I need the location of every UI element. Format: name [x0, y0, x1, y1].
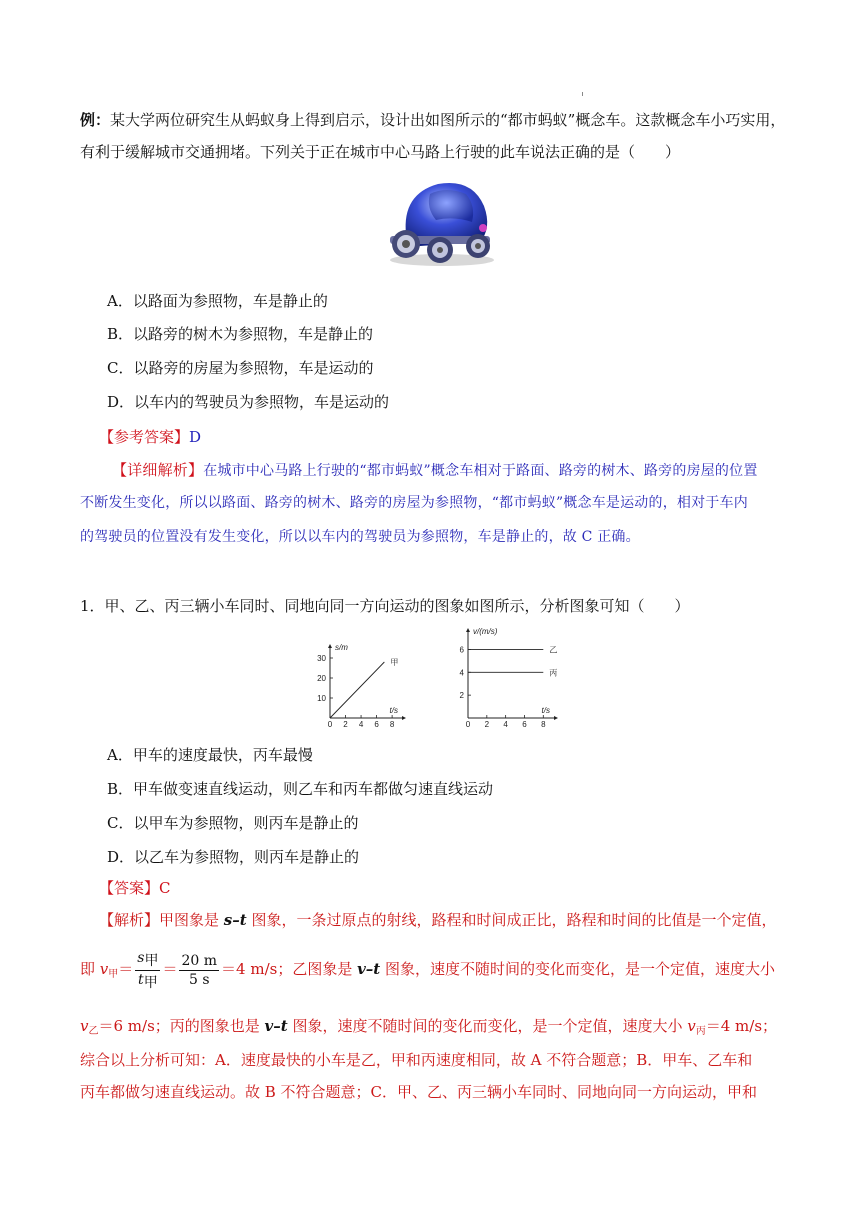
- example-answer: [99, 426, 800, 448]
- st-x-arrow: [402, 716, 406, 720]
- vt-x-tick-label: 8: [541, 720, 546, 728]
- analysis-text-1: 在城市中心马路上行驶的“都市蚂蚁”概念车相对于路面、路旁的树木、路旁的房屋的位置: [203, 463, 758, 479]
- q1-analysis-line-5: 丙车都做匀速直线运动。故 B 不符合题意；C．甲、乙、丙三辆小车同时、同地向同一方向运动，甲和: [80, 1083, 758, 1101]
- eq-tail: 图象，速度不随时间的变化而变化，是一个定值，速度大小: [380, 960, 776, 978]
- q1-analysis-text-a: 甲图象是: [159, 911, 224, 929]
- example-option-c: C．以路旁的房屋为参照物，车是运动的: [107, 359, 374, 377]
- st-series-label: 甲: [390, 658, 399, 667]
- vt-y-tick-label: 6: [459, 645, 464, 655]
- q1-answer-value: C: [159, 879, 171, 897]
- eq-result: ＝4 m/s；乙图象是: [221, 960, 358, 978]
- vt-x-arrow: [554, 716, 558, 720]
- example-option-a: A．以路面为参照物，车是静止的: [107, 292, 328, 310]
- st-x-tick-label: 0: [327, 720, 333, 728]
- st-label: s–t: [223, 911, 247, 929]
- st-series-line: [330, 662, 384, 718]
- vt-x-label: t/s: [541, 706, 550, 715]
- st-x-tick-label: 6: [374, 720, 379, 728]
- q1-analysis-line-4: 综合以上分析可知：A．速度最快的小车是乙，甲和丙速度相同，故 A 不符合题意；B．甲车、乙车和: [80, 1051, 753, 1069]
- concept-car-image: [380, 176, 504, 268]
- q1-option-d: D．以乙车为参照物，则丙车是静止的: [107, 848, 360, 866]
- vt-series-label: 丙: [549, 668, 558, 678]
- q1-option-c: C．以甲车为参照物，则丙车是静止的: [107, 814, 359, 832]
- q1-answer: [99, 877, 800, 899]
- answer-label: 【参考答案】: [99, 428, 190, 446]
- eq-t-sub: 甲: [143, 974, 158, 991]
- vt-x-tick-label: 6: [522, 720, 527, 728]
- v-yi: v: [80, 1017, 89, 1035]
- st-x-tick-label: 4: [358, 720, 364, 728]
- example-text-1: 某大学两位研究生从蚂蚁身上得到启示，设计出如图所示的“都市蚂蚁”概念车。这款概念车小巧实用，: [110, 111, 786, 129]
- st-y-label: s/m: [335, 643, 348, 652]
- q1-analysis-line-3: [80, 1015, 800, 1043]
- q1-analysis-text-b: 图象，一条过原点的射线，路程和时间成正比，路程和时间的比值是一个定值，: [246, 911, 777, 929]
- st-y-tick-label: 20: [317, 674, 326, 683]
- vt-y-tick-label: 2: [459, 691, 464, 701]
- vt-x-tick-label: 0: [465, 720, 471, 728]
- question-1-stem: 1．甲、乙、丙三辆小车同时、同地向同一方向运动的图象如图所示，分析图象可知（ ）: [80, 597, 690, 615]
- st-x-tick-label: 2: [343, 720, 348, 728]
- q1-analysis-line-1: [99, 909, 800, 931]
- q1-option-b: B．甲车做变速直线运动，则乙车和丙车都做匀速直线运动: [107, 780, 494, 798]
- eq-v: v: [99, 960, 109, 978]
- vt-y-tick-label: 4: [459, 668, 464, 678]
- vt-x-tick-label: 2: [484, 720, 490, 728]
- q1-analysis-label: 【解析】: [99, 911, 160, 929]
- example-option-b: B．以路旁的树木为参照物，车是静止的: [107, 325, 374, 343]
- eq-num: 20 m: [181, 952, 218, 969]
- eq-frac-st: [135, 949, 160, 992]
- vt-label: v–t: [264, 1017, 288, 1035]
- example-option-d: D．以车内的驾驶员为参照物，车是运动的: [107, 393, 390, 411]
- eq-s-sub: 甲: [144, 952, 159, 969]
- example-analysis-line-2: 不断发生变化，所以以路面、路旁的树木、路旁的房屋为参照物，“都市蚂蚁”概念车是运动的，相对于车内: [80, 495, 748, 511]
- vt-y-label: v/(m/s): [473, 627, 498, 636]
- vt-x-tick-label: 4: [503, 720, 508, 728]
- q1-answer-label: 【答案】: [99, 879, 160, 897]
- vt-y-arrow: [466, 628, 470, 632]
- v-t-graph: [448, 624, 576, 728]
- eq-sub-jia: 甲: [108, 969, 119, 980]
- v-bing-val: ＝4 m/s；: [705, 1017, 778, 1035]
- v-bing-sub: 丙: [695, 1026, 706, 1037]
- v-yi-text-b: 图象，速度不随时间的变化而变化，是一个定值，速度大小: [287, 1017, 688, 1035]
- answer-value: D: [189, 428, 202, 446]
- example-line-1: [80, 109, 800, 131]
- example-analysis-line-3: 的驾驶员的位置没有发生变化，所以以车内的驾驶员为参照物，车是静止的，故 C 正确。: [80, 529, 640, 545]
- analysis-label: 【详细解析】: [112, 461, 204, 479]
- q1-equation-line: 即 $v_甲=$ $\frac{\text{s甲}}{\text{t甲}}$ ＝ $\frac{20 m}{5 s}$ ＝4 m/s；乙图象是 v–t 图象，速度不随时间的变化而变化，是一个定值，速度大小: [80, 949, 776, 991]
- example-line-2: 有利于缓解城市交通拥堵。下列关于正在城市中心马路上行驶的此车说法正确的是（ ）: [80, 143, 681, 161]
- eq-frac-values: [179, 952, 219, 989]
- st-y-tick-label: 10: [317, 694, 326, 703]
- v-yi-sub: 乙: [88, 1026, 99, 1037]
- st-y-arrow: [328, 644, 332, 648]
- q1-option-a: A．甲车的速度最快，丙车最慢: [107, 746, 313, 764]
- example-label: 例：: [80, 111, 111, 129]
- eq-t: t: [138, 971, 144, 988]
- eq-den: 5 s: [188, 971, 210, 988]
- v-bing: v: [687, 1017, 696, 1035]
- eq-prefix: 即: [80, 960, 100, 978]
- vt-series-label: 乙: [549, 645, 558, 655]
- v-yi-text: ＝6 m/s；丙的图象也是: [98, 1017, 265, 1035]
- st-x-label: t/s: [389, 706, 398, 715]
- st-x-tick-label: 8: [389, 720, 395, 728]
- page-mark: [582, 92, 583, 96]
- eq-s: s: [137, 949, 145, 966]
- eq-vt: v–t: [357, 960, 381, 978]
- s-t-graph: [310, 636, 434, 728]
- st-y-tick-label: 30: [317, 654, 326, 663]
- example-analysis-line-1: [112, 459, 800, 482]
